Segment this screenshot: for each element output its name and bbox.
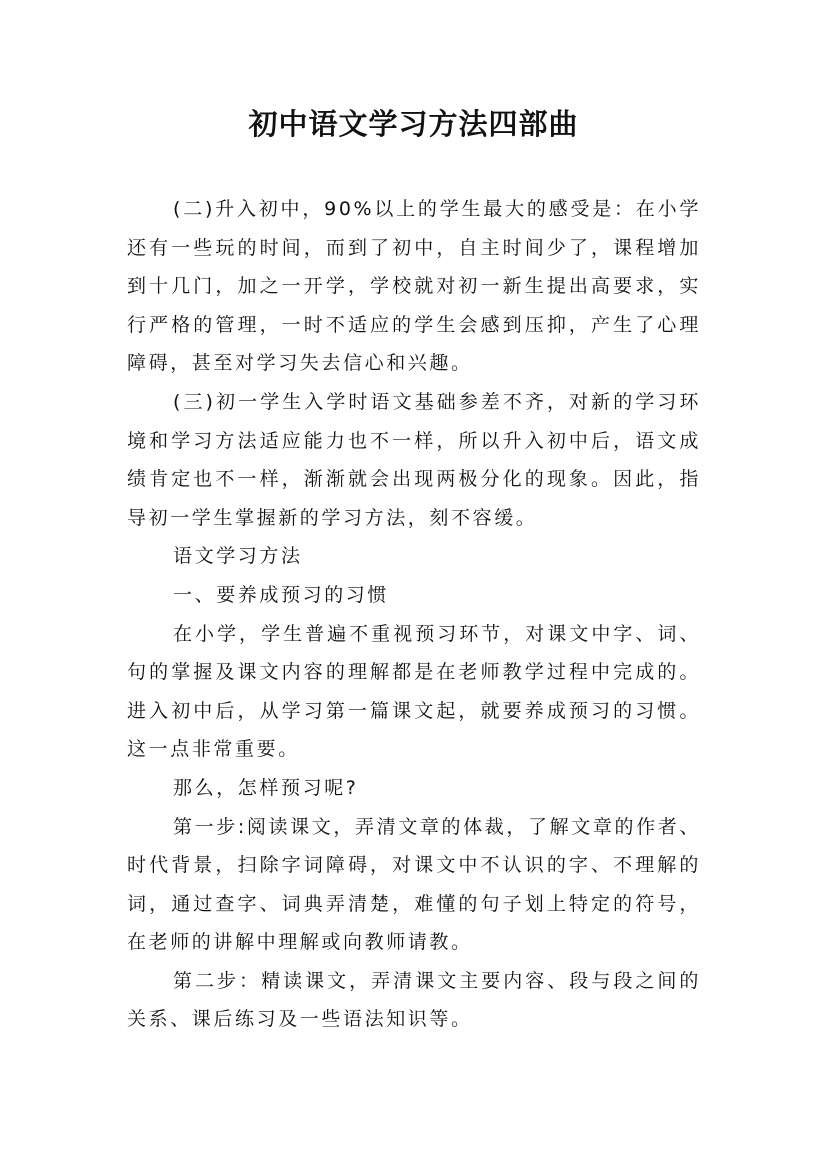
paragraph-preview-importance: 在小学，学生普遍不重视预习环节，对课文中字、词、句的掌握及课文内容的理解都是在老师教学过程中完成的。进入初中后，从学习第一篇课文起，就要养成预习的习惯。这一点非常重要。 (127, 622, 701, 761)
paragraph-entering-junior-high: (二)升入初中，90%以上的学生最大的感受是：在小学还有一些玩的时间，而到了初中，自主时间少了，课程增加到十几门，加之一开学，学校就对初一新生提出高要求，实行严格的管理，一时不适应的学生会感到压抑，产生了心理障碍，甚至对学习失去信心和兴趣。 (127, 198, 701, 375)
paragraph-foundation-differences: (三)初一学生入学时语文基础参差不齐，对新的学习环境和学习方法适应能力也不一样，所以升入初中后，语文成绩肯定也不一样，渐渐就会出现两极分化的现象。因此，指导初一学生掌握新的学习方法，刻不容缓。 (127, 390, 701, 529)
section-heading-preview-habit: 一、要养成预习的习惯 (173, 583, 390, 606)
document-title: 初中语文学习方法四部曲 (248, 107, 579, 141)
document-body (127, 190, 701, 1039)
section-heading-methods: 语文学习方法 (173, 545, 303, 568)
paragraph-step-one: 第一步:阅读课文，弄清文章的体裁，了解文章的作者、时代背景，扫除字词障碍，对课文中不认识的字、不理解的词，通过查字、词典弄清楚，难懂的句子划上特定的符号，在老师的讲解中理解或向教师请教。 (127, 815, 701, 954)
paragraph-step-two: 第二步：精读课文，弄清课文主要内容、段与段之间的关系、课后练习及一些语法知识等。 (127, 969, 701, 1031)
paragraph-how-to-preview: 那么，怎样预习呢? (173, 776, 359, 799)
